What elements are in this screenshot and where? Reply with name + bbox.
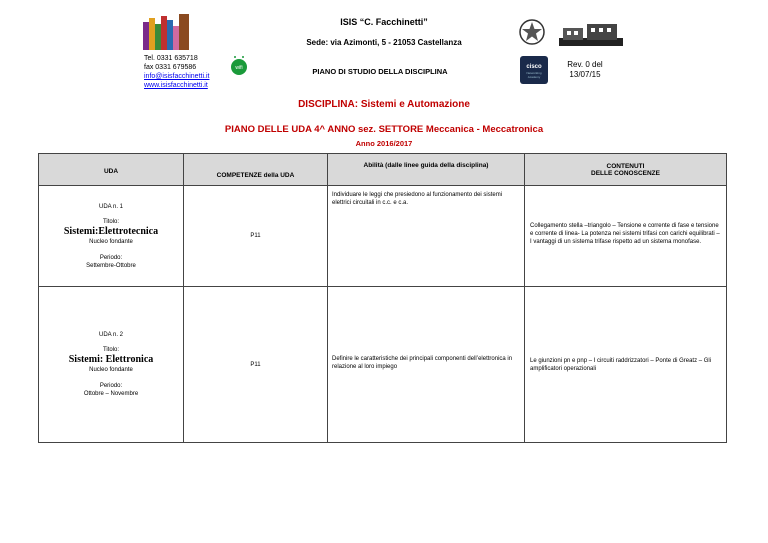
revision-date: 13/07/15 [569,70,601,79]
header-abilita-label: Abilità (dalle linee guida della disciplina) [363,161,489,169]
abilita-cell: Individuare le leggi che presiedono al funzionamento dei sistemi elettrici circuitali in c.c. e c.a. [328,186,525,287]
school-seat: Sede: via Azimonti, 5 - 21053 Castellanza [306,38,462,47]
header-contenuti-label-2: DELLE CONOSCENZE [591,169,660,177]
uda-title: Sistemi: Elettronica [68,354,154,365]
contenuti-cell: Le giunzioni pn e pnp – I circuiti raddrizzatori – Ponte di Greatz – Gli amplificatori operazionali [525,287,727,443]
header-contenuti-label-1: CONTENUTI [606,162,645,170]
revision-block [552,60,618,80]
header-contenuti [525,154,727,186]
website-link[interactable]: www.isisfacchinetti.it [144,82,208,89]
school-logo [143,14,189,50]
header-uda [39,154,184,186]
uda-title: Sistemi:Elettrotecnica [63,225,159,237]
svg-text:wifi: wifi [235,65,243,71]
doc-title: PIANO DI STUDIO DELLA DISCIPLINA [312,67,448,76]
phone-text: Tel. 0331 635718 [144,55,198,62]
cisco-badge [520,56,548,84]
competenze-cell: P11 [184,287,328,443]
cisco-sub-text: Networking Academy [526,71,542,79]
uda-title-label: Titolo: [102,347,120,353]
fax-text: fax 0331 679586 [144,64,197,71]
table-row [39,287,727,443]
header-competenze-label: COMPETENZE della UDA [216,172,295,179]
uda-title-label: Titolo: [102,218,120,225]
uda-period-label: Periodo: [99,383,123,389]
uda-period-label: Periodo: [99,254,123,261]
school-name: ISIS “C. Facchinetti” [340,17,428,27]
table-row [39,186,727,287]
building-icon [559,22,623,46]
uda-period: Ottobre – Novembre [83,391,139,397]
header-competenze [184,154,328,186]
cisco-logo-text: cisco [526,64,542,70]
year-title: Anno 2016/2017 [355,139,413,148]
uda-cell [39,186,184,287]
email-link[interactable]: info@isisfacchinetti.it [144,73,210,80]
plan-title: PIANO DELLE UDA 4^ ANNO sez. SETTORE Meccanica - Meccatronica [224,124,544,135]
uda-nucleo: Nucleo fondante [89,367,133,373]
uda-nucleo: Nucleo fondante [89,238,133,245]
competenze-cell: P11 [184,186,328,287]
table-header-row [39,154,727,186]
republic-emblem-icon [517,17,547,47]
contenuti-cell: Collegamento stella –triangolo – Tensione e corrente di fase e tensione e corrente di linea- La potenza nei sistemi trifasi con carichi equilibrati – I vantaggi di un sistema trifase rispetto ad un sistema monofase. [525,186,727,287]
header-uda-label: UDA [103,168,119,175]
header-abilita [328,154,525,186]
uda-period: Settembre-Ottobre [86,262,136,269]
discipline-title: DISCIPLINA: Sistemi e Automazione [298,99,470,110]
uda-table [38,153,727,443]
contact-block [144,54,224,90]
revision-label: Rev. 0 del [567,60,603,69]
uda-cell [39,287,184,443]
uda-number: UDA n. 1 [98,203,123,210]
wifi-badge-icon [228,55,250,77]
uda-number: UDA n. 2 [98,332,123,338]
abilita-cell: Definire le caratteristiche dei principali componenti dell’elettronica in relazione al loro impiego [328,287,525,443]
